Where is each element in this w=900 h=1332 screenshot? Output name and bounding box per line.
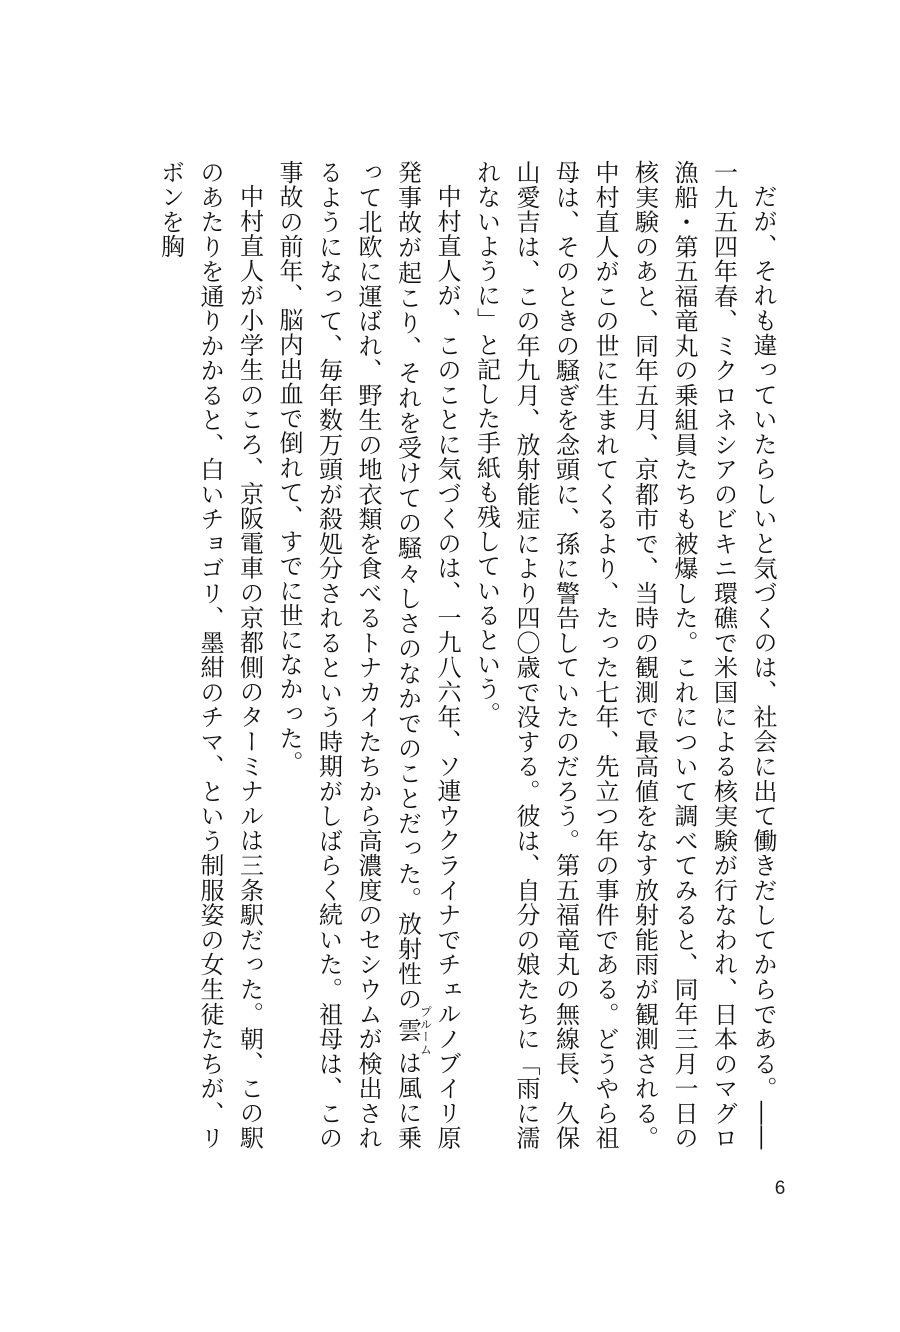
page-number: 6 bbox=[774, 1178, 786, 1199]
paragraph-3: 中村直人が小学生のころ、京阪電車の京都側のターミナルは三条駅だった。朝、この駅のあたりを通りかかると、白いチョゴリ、墨紺のチマ、という制服姿の女生徒たちが、リボンを胸 bbox=[156, 160, 264, 1150]
ruby-reading: プルーム bbox=[418, 1005, 433, 1056]
paragraph-1: だが、それも違っていたらしいと気づくのは、社会に出て働きだしてからである。――一九五四年春、ミクロネシアのビキニ環礁で米国による核実験が行なわれ、日本のマグロ漁船・第五福竜丸の乗組員たちも被爆した。これについて調べてみると、同年三月一日の核実験のあと、同年五月、京都市で、当時の観測で最高値をなす放射能雨が観測される。中村直人がこの世に生まれてくるより、たった七年、先立つ年の事件である。どうやら祖母は、そのときの騒ぎを念頭に、孫に警告していたのだろう。第五福竜丸の無線長、久保山愛吉は、この年九月、放射能症により四〇歳で没する。彼は、自分の娘たちに「雨に濡れないように」と記した手紙も残しているという。 bbox=[472, 160, 777, 1150]
ruby-annotation bbox=[393, 1005, 433, 1056]
vertical-body-text bbox=[150, 160, 782, 1150]
paragraph-2-after-ruby: は風に乗って北欧に運ばれ、野生の地衣類を食べるトナカイたちから高濃度のセシウムが検出されるようになって、毎年数万頭が殺処分されるという時期がしばらく続いた。祖母は、この事故の前年、脳内出血で倒れて、すでに世になかった。 bbox=[275, 160, 422, 1150]
paragraph-2-before-ruby: 中村直人が、このことに気づくのは、一九八六年、ソ連ウクライナでチェルノブイリ原発事故が起こり、それを受けての騒々しさのなかでのことだった。放射性の bbox=[393, 160, 461, 1150]
ruby-base: 雲 bbox=[393, 1005, 422, 1056]
paragraph-2 bbox=[269, 160, 467, 1150]
